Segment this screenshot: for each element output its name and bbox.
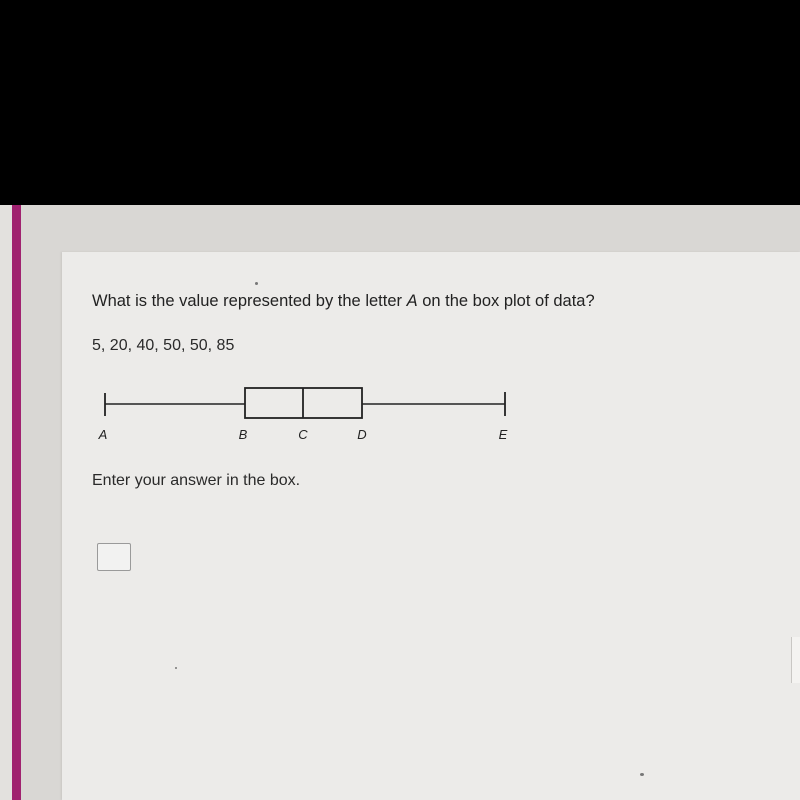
question-suffix: on the box plot of data? — [417, 292, 595, 310]
question-card — [62, 252, 800, 800]
box-plot — [85, 382, 525, 446]
label-c: C — [298, 427, 308, 442]
screen-speck — [255, 282, 258, 285]
label-b: B — [238, 427, 248, 442]
question-text — [92, 292, 595, 311]
label-d: D — [357, 427, 367, 442]
label-a: A — [98, 427, 108, 442]
data-set: 5, 20, 40, 50, 50, 85 — [92, 337, 235, 354]
left-edge-strip — [0, 205, 12, 800]
screen-speck — [640, 773, 644, 776]
accent-bar — [12, 205, 21, 800]
question-letter: A — [406, 292, 418, 310]
side-scroll-tab[interactable] — [791, 637, 800, 683]
label-e: E — [498, 427, 508, 442]
instruction-text: Enter your answer in the box. — [92, 472, 301, 489]
question-prefix: What is the value represented by the letter — [92, 292, 407, 310]
answer-input[interactable] — [97, 543, 131, 571]
photo-dark-border — [0, 0, 800, 205]
screen-speck — [175, 667, 177, 669]
